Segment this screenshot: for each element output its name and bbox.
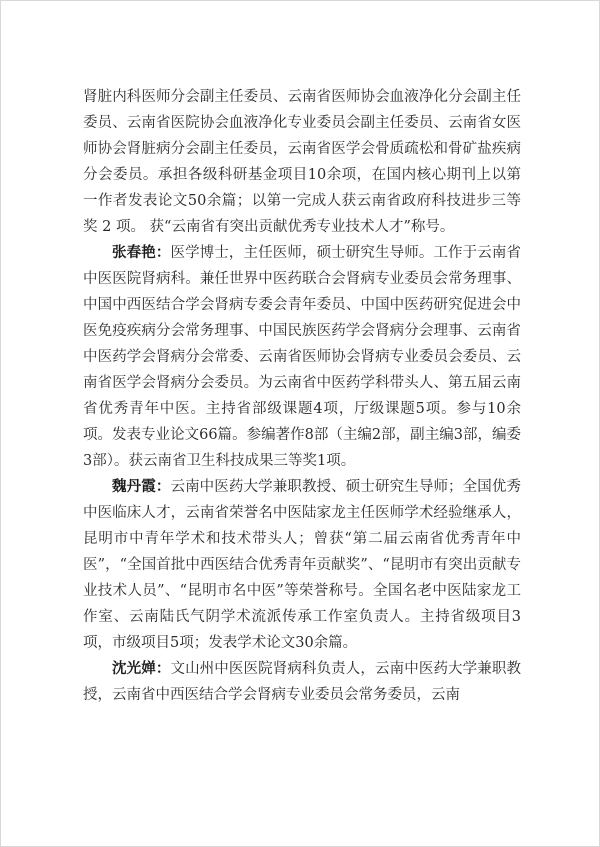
body-text [83, 84, 521, 708]
paragraph-text: 肾脏内科医师分会副主任委员、云南省医师协会血液净化分会副主任委员、云南省医院协会血液净化专业委员会副主任委员、云南省女医师协会肾脏病分会副主任委员，云南省医学会骨质疏松和骨矿盐疾病分会委员。承担各级科研基金项目10余项，在国内核心期刊上以第一作者发表论文50余篇；以第一完成人获云南省政府科技进步三等奖 2 项。 获“云南省有突出贡献优秀专业技术人才”称号。 [83, 89, 521, 235]
paragraph-wei-danxia [83, 474, 521, 656]
paragraph-shen-guangchan [83, 656, 521, 708]
paragraph-text: 云南中医药大学兼职教授、硕士研究生导师；全国优秀中医临床人才，云南省荣誉名中医陆家龙主任医师学术经验继承人，昆明市中青年学术和技术带头人；曾获“第二届云南省优秀青年中医”，“全国首批中西医结合优秀青年贡献奖”、“昆明市有突出贡献专业技术人员”、“昆明市名中医”等荣誉称号。全国名老中医陆家龙工作室、云南陆氏气阴学术流派传承工作室负责人。主持省级项目3项，市级项目5项；发表学术论文30余篇。 [83, 479, 522, 651]
paragraph-text: 医学博士，主任医师，硕士研究生导师。工作于云南省中医医院肾病科。兼任世界中医药联合会肾病专业委员会常务理事、中国中西医结合学会肾病专委会青年委员、中国中医药研究促进会中医免疫疾病分会常务理事、中国民族医药学会肾病分会理事、云南省中医药学会肾病分会常委、云南省医师协会肾病专业委员会委员、云南省医学会肾病分会委员。为云南省中医药学科带头人、第五届云南省优秀青年中医。主持省部级课题4项，厅级课题5项。参与10余项。发表专业论文66篇。参编著作8部（主编2部，副主编3部，编委3部）。获云南省卫生科技成果三等奖1项。 [83, 245, 522, 469]
person-name: 张春艳： [112, 245, 171, 261]
paragraph-continued [83, 84, 521, 240]
person-name: 魏丹霞： [112, 479, 171, 495]
paragraph-text: 文山州中医医院肾病科负责人，云南中医药大学兼职教授，云南省中西医结合学会肾病专业委员会常务委员，云南 [83, 661, 522, 703]
paragraph-zhang-chunyan [83, 240, 521, 474]
person-name: 沈光婵： [112, 661, 171, 677]
